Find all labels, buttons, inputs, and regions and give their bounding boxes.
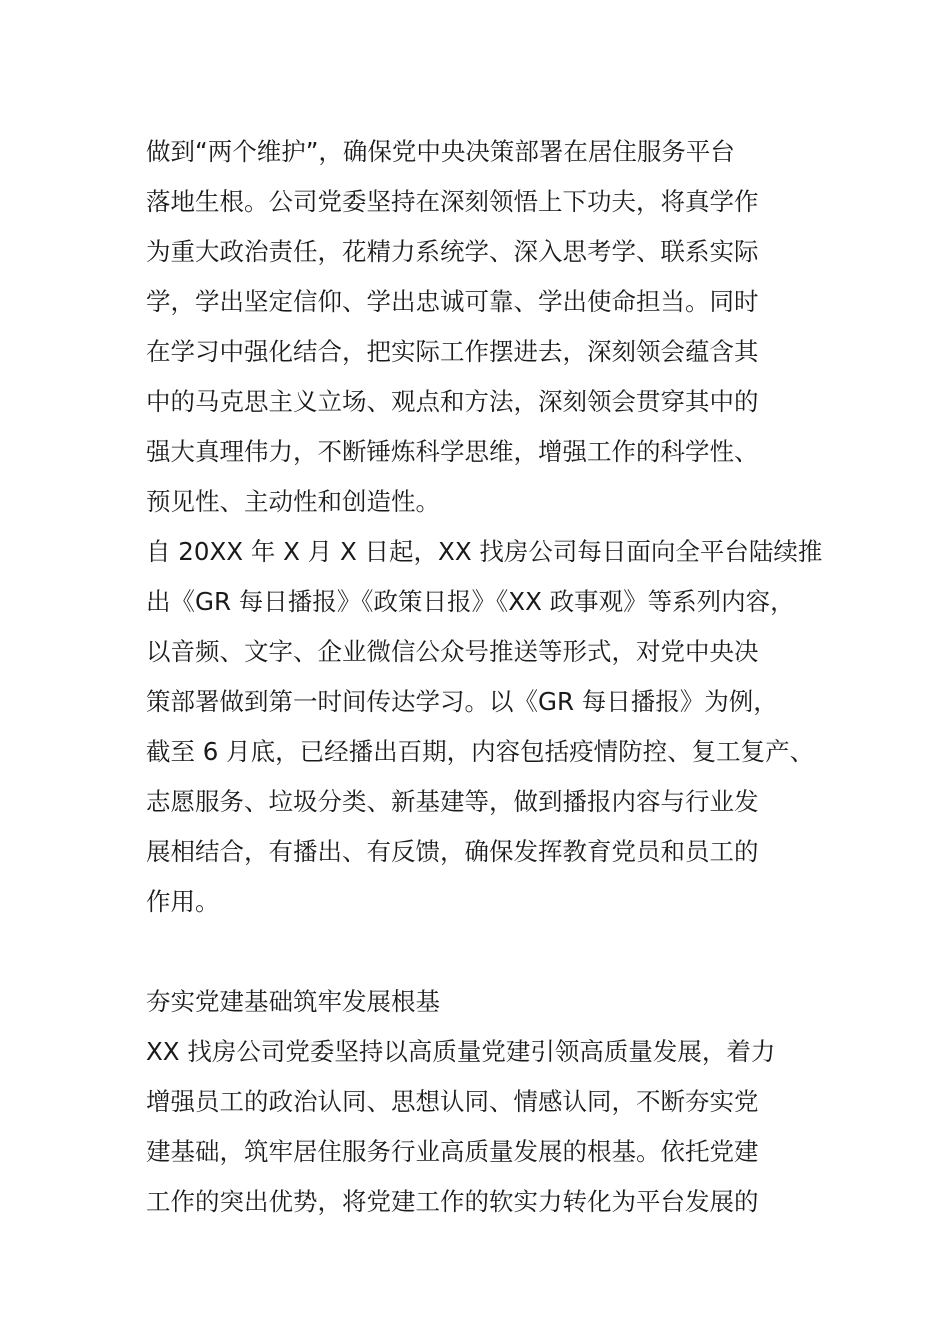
paragraph-3-line: 工作的突出优势，将党建工作的软实力转化为平台发展的 — [146, 1187, 759, 1216]
paragraph-2-line: 策部署做到第一时间传达学习。以《GR 每日播报》为例， — [146, 687, 778, 716]
paragraph-1-line: 落地生根。公司党委坚持在深刻领悟上下功夫，将真学作 — [146, 187, 759, 216]
paragraph-1-line: 做到“两个维护”，确保党中央决策部署在居住服务平台 — [146, 137, 735, 166]
paragraph-2-line: 自 20XX 年 X 月 X 日起，XX 找房公司每日面向全平台陆续推 — [146, 537, 823, 566]
paragraph-2-line: 志愿服务、垃圾分类、新基建等，做到播报内容与行业发 — [146, 787, 759, 816]
paragraph-2-line: 展相结合，有播出、有反馈，确保发挥教育党员和员工的 — [146, 837, 759, 866]
paragraph-2-line: 以音频、文字、企业微信公众号推送等形式，对党中央决 — [146, 637, 759, 666]
paragraph-2-line: 截至 6 月底，已经播出百期，内容包括疫情防控、复工复产、 — [146, 737, 815, 766]
paragraph-1-line: 中的马克思主义立场、观点和方法，深刻领会贯穿其中的 — [146, 387, 759, 416]
paragraph-3-line: XX 找房公司党委坚持以高质量党建引领高质量发展，着力 — [146, 1037, 776, 1066]
paragraph-1-line: 在学习中强化结合，把实际工作摆进去，深刻领会蕴含其 — [146, 337, 759, 366]
paragraph-2-line: 作用。 — [146, 887, 220, 916]
paragraph-2-line: 出《GR 每日播报》《政策日报》《XX 政事观》等系列内容， — [146, 587, 795, 616]
section-heading: 夯实党建基础筑牢发展根基 — [146, 987, 440, 1016]
paragraph-3-line: 增强员工的政治认同、思想认同、情感认同，不断夯实党 — [146, 1087, 759, 1116]
paragraph-1-line: 学，学出坚定信仰、学出忠诚可靠、学出使命担当。同时 — [146, 287, 759, 316]
paragraph-1-line: 预见性、主动性和创造性。 — [146, 487, 440, 516]
paragraph-1-line: 为重大政治责任，花精力系统学、深入思考学、联系实际 — [146, 237, 759, 266]
paragraph-3-line: 建基础，筑牢居住服务行业高质量发展的根基。依托党建 — [146, 1137, 759, 1166]
paragraph-1-line: 强大真理伟力，不断锤炼科学思维，增强工作的科学性、 — [146, 437, 759, 466]
